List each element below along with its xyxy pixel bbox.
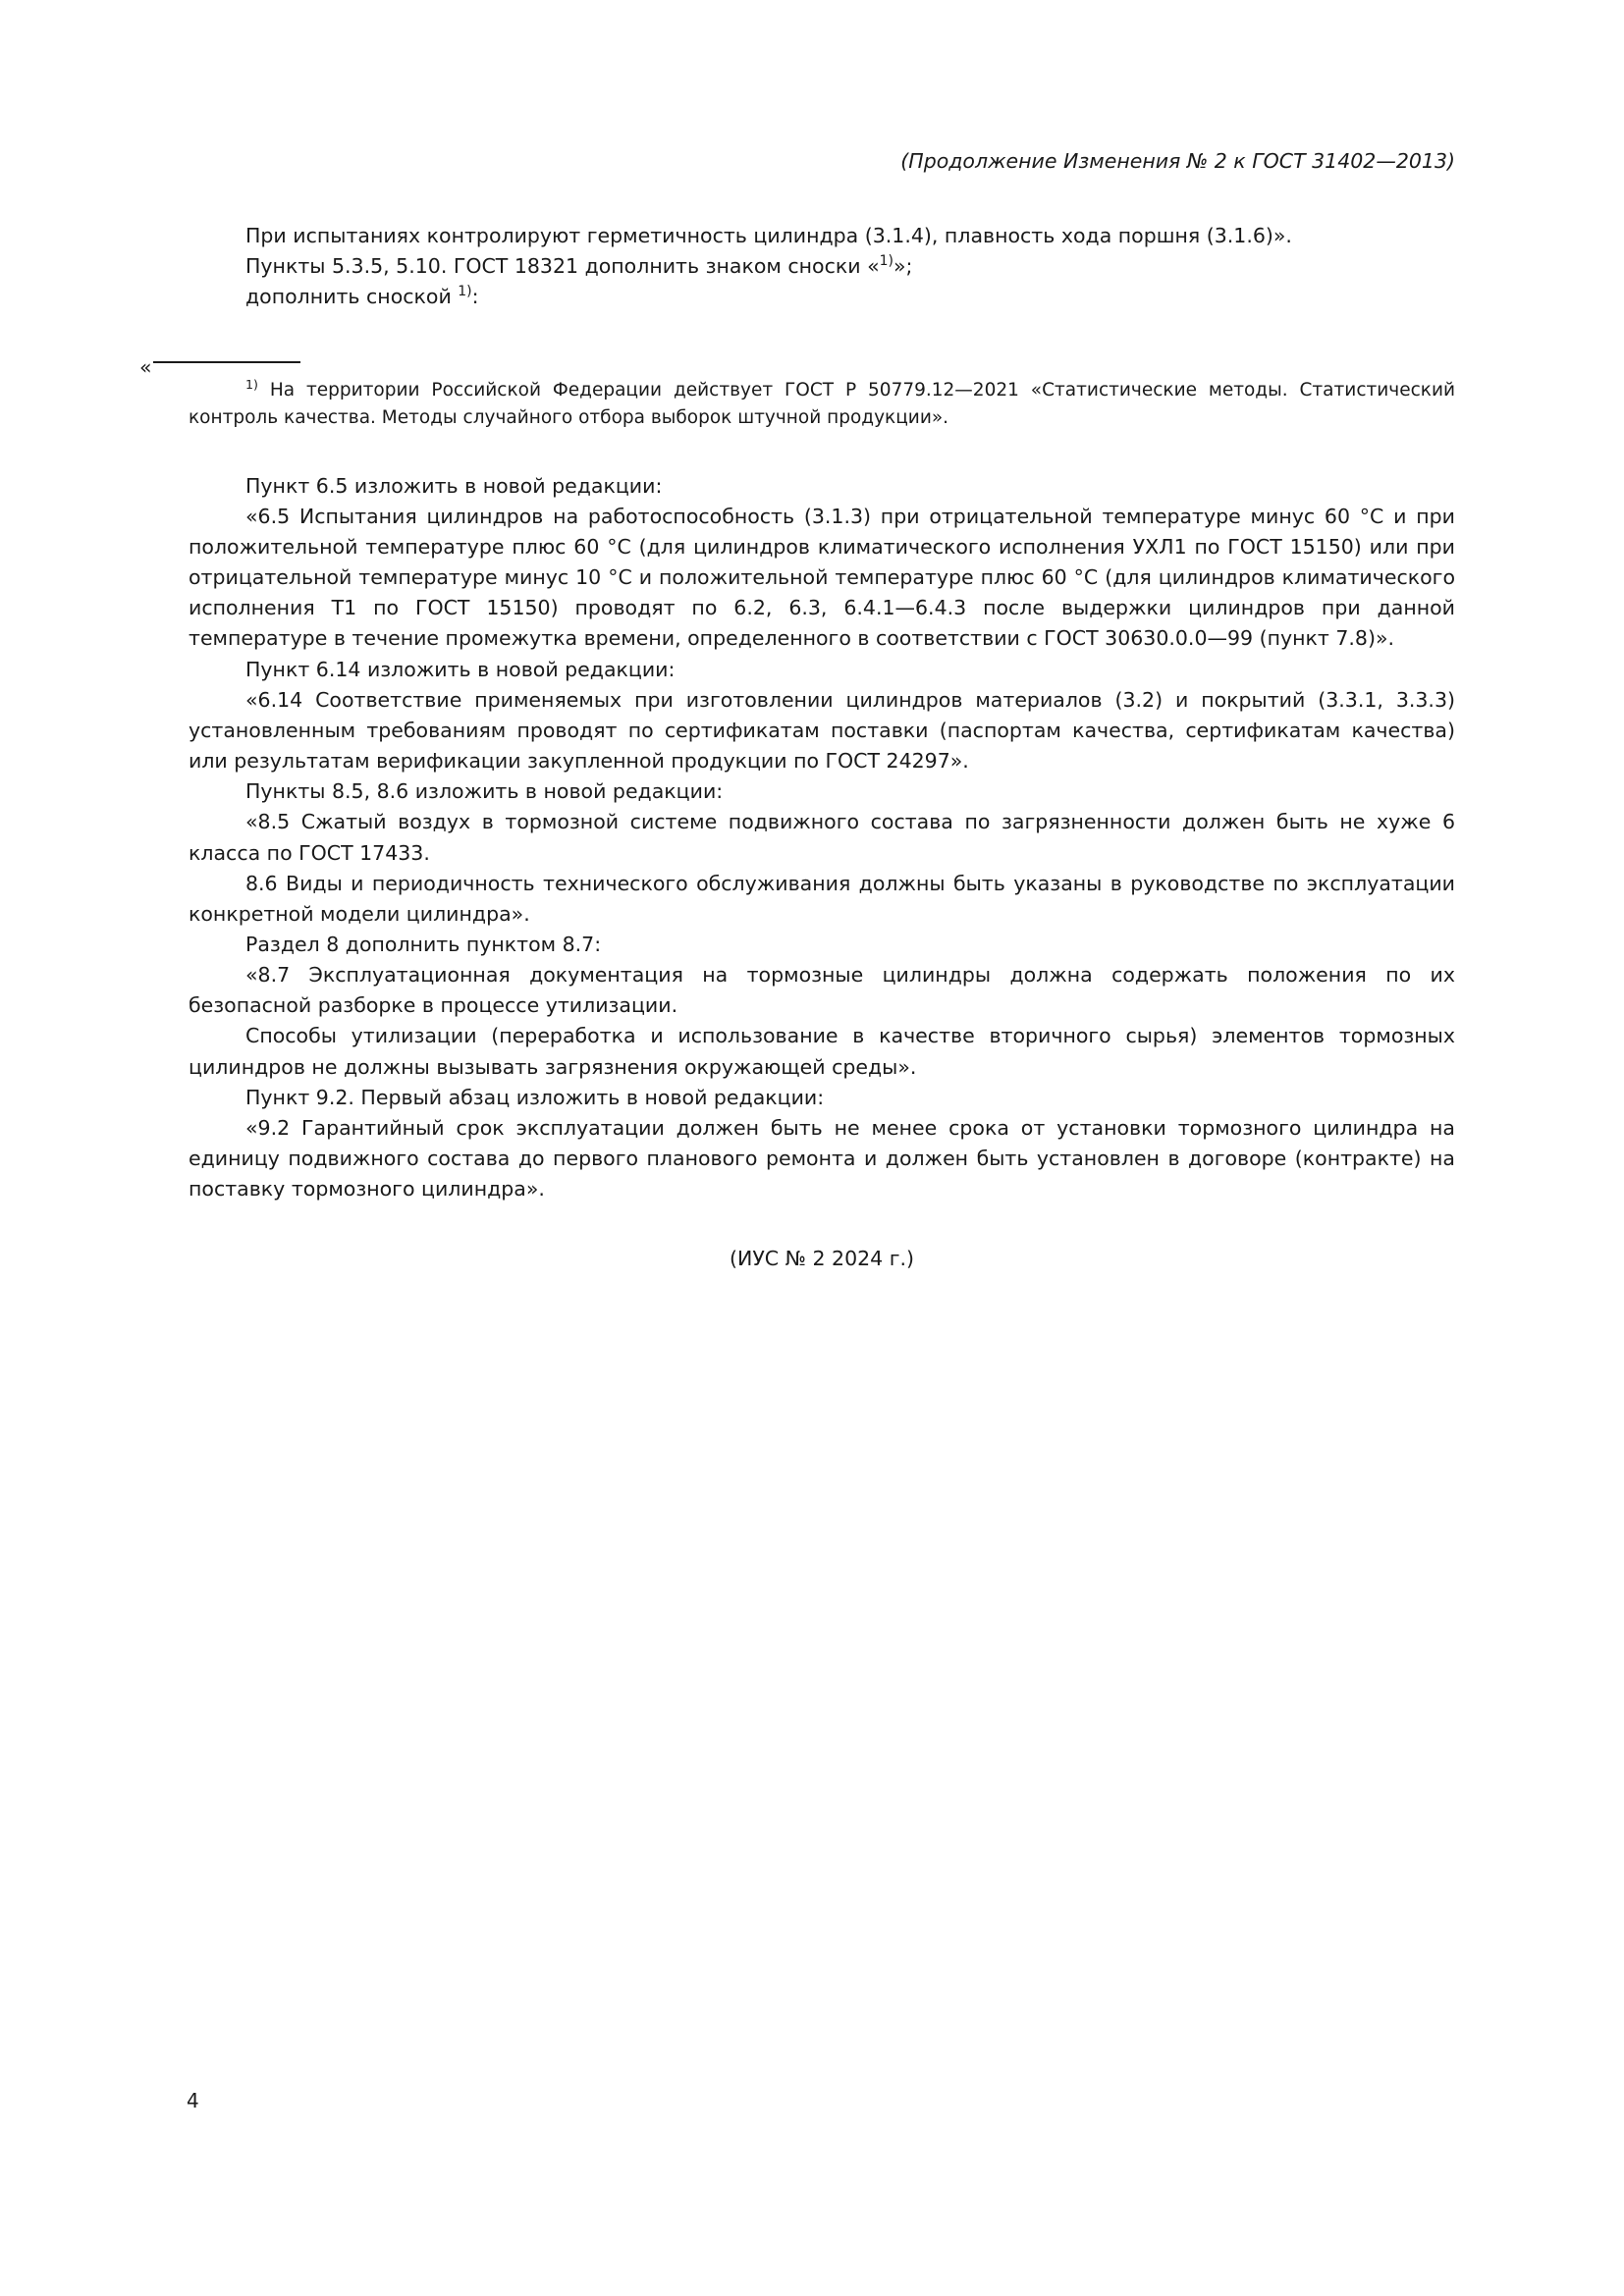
paragraph-section-8-lead: Раздел 8 дополнить пунктом 8.7: (245, 933, 602, 956)
paragraph-item-6-5-lead: Пункт 6.5 изложить в новой редакции: (245, 473, 663, 498)
paragraph-ius-reference: (ИУС № 2 2024 г.) (729, 1247, 915, 1271)
paragraph-add-footnote-text-b: : (471, 285, 479, 308)
paragraph-items-5-3-5-text-b: »; (893, 253, 913, 278)
paragraph-add-footnote-text-a: дополнить сноской (245, 285, 459, 308)
footnote-open-quote: « (139, 354, 152, 379)
paragraph-utilization-methods: Способы утилизации (переработка и использование в качестве вторичного сырья) элементов тормозных цилиндров не должны вызывать загрязнения окружающей среды». (189, 1024, 1455, 1079)
paragraph-intro-test: При испытаниях контролируют герметичность цилиндра (3.1.4), плавность хода поршня (3.1.6)». (245, 223, 1292, 247)
paragraph-items-5-3-5-text-a: Пункты 5.3.5, 5.10. ГОСТ 18321 дополнить знаком сноски « (245, 253, 880, 278)
paragraph-items-5-3-5 (189, 251, 1455, 282)
footnote-block (139, 354, 1455, 432)
paragraph-add-footnote (189, 282, 1455, 312)
footnote-marker-2: 1) (458, 284, 472, 300)
paragraph-item-9-2-body: «9.2 Гарантийный срок эксплуатации должен быть не менее срока от установки тормозного цилиндра на единицу подвижного состава до первого планового ремонта и должен быть установлен в договоре (контракте) на поставку тормозного цилиндра». (189, 1115, 1455, 1201)
paragraph-item-6-14-lead: Пункт 6.14 изложить в новой редакции: (245, 657, 676, 681)
page-number: 4 (187, 2089, 199, 2112)
footnote-text (189, 377, 1455, 432)
paragraph-item-6-14-body: «6.14 Соответствие применяемых при изготовлении цилиндров материалов (3.2) и покрытий (3.3.1, 3.3.3) установленным требованиям проводят по сертификатам поставки (паспортам качества, сертификатам качества) или результатам верификации закупленной продукции по ГОСТ 24297». (189, 687, 1455, 774)
footnote-number-icon: 1) (245, 377, 258, 392)
footnote-rule-row (139, 354, 1455, 379)
page-content (139, 147, 1455, 1275)
paragraph-item-6-5-body: «6.5 Испытания цилиндров на работоспособность (3.1.3) при отрицательной температуре минус 60 °С и при положительной температуре плюс 60 °С (для цилиндров климатического исполнения УХЛ1 по ГОСТ 15150) или при отрицательной температуре минус 10 °С и положительной температуре плюс 60 °С (для цилиндров климатического исполнения Т1 по ГОСТ 15150) проводят по 6.2, 6.3, 6.4.1—6.4.3 после выдержки цилиндров при данной температуре в течение промежутка времени, определенного в соответствии с ГОСТ 30630.0.0—99 (пункт 7.8)». (189, 504, 1455, 651)
footnote-text-inner (189, 377, 1455, 432)
footnote-marker-1: 1) (879, 253, 893, 270)
paragraph-items-8-5-8-6-lead: Пункты 8.5, 8.6 изложить в новой редакции: (245, 779, 724, 804)
paragraph-item-9-2-lead: Пункт 9.2. Первый абзац изложить в новой редакции: (245, 1085, 825, 1109)
running-head: (Продолжение Изменения № 2 к ГОСТ 31402—2013) (900, 149, 1455, 173)
footnote-separator-line (153, 361, 300, 363)
paragraph-item-8-5-body: «8.5 Сжатый воздух в тормозной системе подвижного состава по загрязненности должен быть не хуже 6 класса по ГОСТ 17433. (189, 810, 1455, 865)
footnote-body: На территории Российской Федерации действует ГОСТ Р 50779.12—2021 «Статистические методы. Статистический контроль качества. Методы случайного отбора выборок штучной продукции». (189, 380, 1455, 428)
paragraph-item-8-7-body: «8.7 Эксплуатационная документация на тормозные цилиндры должна содержать положения по их безопасной разборке в процессе утилизации. (189, 963, 1455, 1018)
paragraph-item-8-6-body: 8.6 Виды и периодичность технического обслуживания должны быть указаны в руководстве по эксплуатации конкретной модели цилиндра». (189, 871, 1455, 926)
